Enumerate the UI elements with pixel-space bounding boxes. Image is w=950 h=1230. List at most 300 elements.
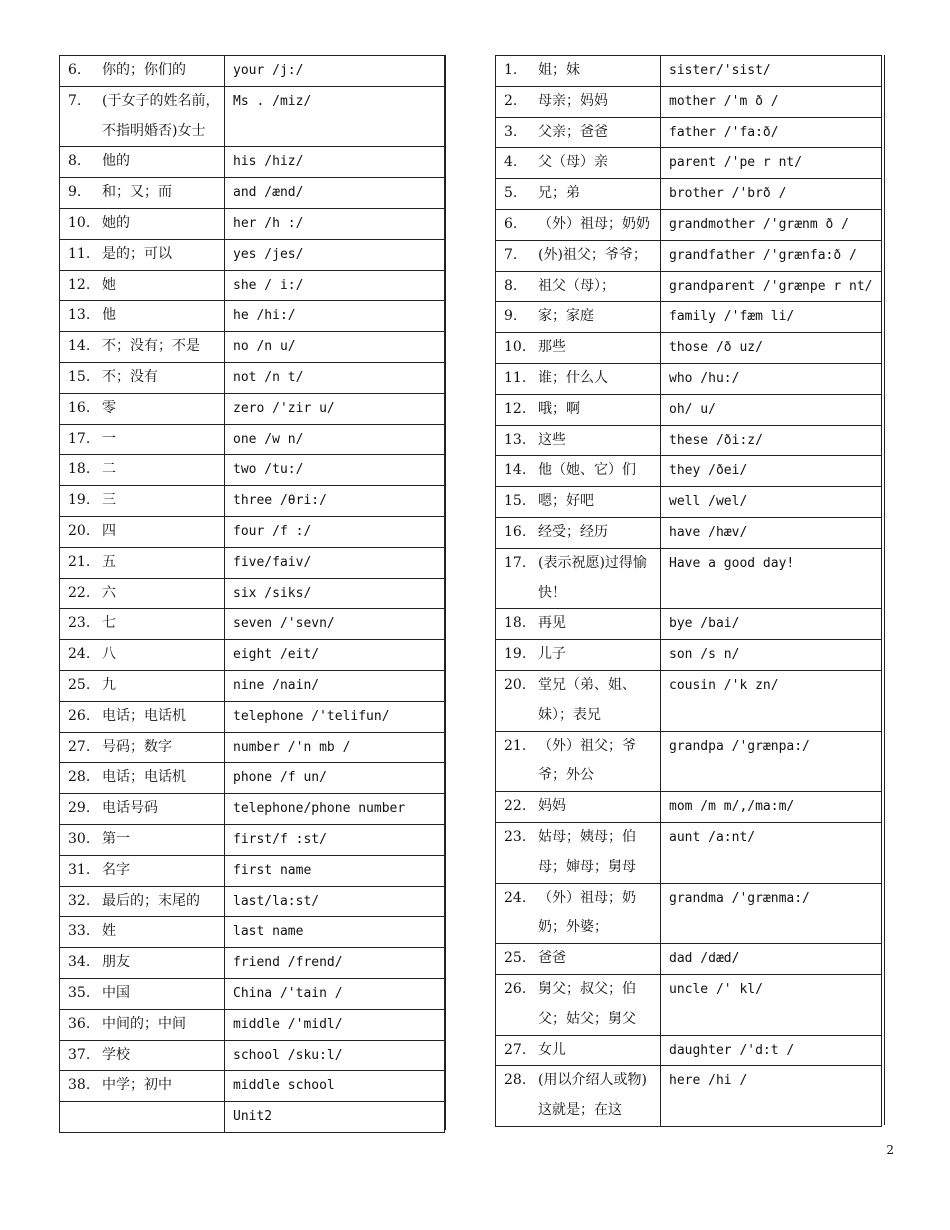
chinese-meaning: 女儿 [538, 1041, 566, 1058]
english-word-cell: son /s n/ [661, 640, 882, 671]
chinese-meaning: 兄；弟 [538, 185, 580, 202]
chinese-meaning-cell [496, 56, 661, 87]
chinese-meaning-cell [60, 516, 225, 547]
chinese-meaning: 三 [102, 492, 116, 509]
chinese-meaning: 中学；初中 [102, 1077, 172, 1094]
vocab-row [60, 178, 445, 209]
chinese-meaning-cell [60, 609, 225, 640]
chinese-meaning: 家；家庭 [538, 308, 594, 325]
english-word-cell: middle /'midl/ [225, 1009, 445, 1040]
english-word-cell: school /sku:l/ [225, 1040, 445, 1071]
english-word-cell: daughter /'d:t / [661, 1035, 882, 1066]
english-word-cell: here /hi / [661, 1066, 882, 1127]
vocab-table-right [495, 55, 882, 1127]
chinese-meaning-cell [60, 701, 225, 732]
chinese-meaning: 号码；数字 [102, 738, 172, 755]
chinese-meaning: 祖父（母）； [538, 277, 615, 294]
vocab-row [60, 701, 445, 732]
vocab-row [496, 240, 882, 271]
entry-number: 21. [68, 553, 91, 570]
entry-number: 1. [504, 62, 518, 78]
vocab-row [60, 455, 445, 486]
chinese-meaning-cell [496, 731, 661, 792]
vocab-row [60, 794, 445, 825]
entry-number: 7. [504, 246, 518, 263]
english-word-cell: six /siks/ [225, 578, 445, 609]
chinese-meaning: 朋友 [102, 954, 130, 971]
chinese-meaning-cell [496, 640, 661, 671]
entry-number: 36. [68, 1015, 91, 1032]
chinese-meaning: 她 [102, 276, 116, 293]
english-word-cell: his /hiz/ [225, 147, 445, 178]
chinese-meaning: 第一 [102, 830, 130, 847]
english-word-cell: oh/ u/ [661, 394, 882, 425]
entry-number: 25. [504, 950, 527, 967]
chinese-meaning-cell [496, 179, 661, 210]
entry-number: 12. [504, 400, 527, 417]
entry-number: 16. [68, 399, 91, 416]
chinese-meaning: 四 [102, 522, 116, 539]
vocab-row [60, 332, 445, 363]
vocab-row [60, 147, 445, 178]
english-word-cell: bye /bai/ [661, 609, 882, 640]
vocab-row [60, 208, 445, 239]
english-word-cell: grandfather /'grænfa:ð / [661, 240, 882, 271]
chinese-meaning-cell [496, 209, 661, 240]
entry-number: 37. [68, 1046, 91, 1063]
english-word-cell: mom /m m/,/ma:m/ [661, 792, 882, 823]
chinese-meaning-cell [496, 271, 661, 302]
vocab-row [60, 578, 445, 609]
vocab-row [60, 670, 445, 701]
chinese-meaning: 他（她、它）们 [538, 462, 636, 479]
english-word-cell: first/f :st/ [225, 824, 445, 855]
chinese-meaning: 八 [102, 646, 116, 663]
entry-number: 9. [504, 308, 518, 325]
vocab-row [496, 670, 882, 731]
english-word-cell: no /n u/ [225, 332, 445, 363]
english-word-cell: father /'fa:ð/ [661, 117, 882, 148]
vocab-row [496, 56, 882, 87]
english-word-cell: one /w n/ [225, 424, 445, 455]
chinese-meaning: 是的；可以 [102, 245, 172, 262]
english-word-cell: telephone /'telifun/ [225, 701, 445, 732]
entry-number: 15. [504, 493, 527, 510]
english-word-cell: last/la:st/ [225, 886, 445, 917]
chinese-meaning-cell [60, 917, 225, 948]
entry-number: 38. [68, 1077, 91, 1094]
entry-number: 18. [504, 615, 527, 632]
chinese-meaning-cell [60, 1071, 225, 1102]
vocab-row [496, 333, 882, 364]
chinese-meaning: 电话号码 [102, 800, 158, 817]
entry-number: 8. [68, 153, 82, 170]
vocab-row [60, 362, 445, 393]
chinese-meaning: 和；又；而 [102, 184, 172, 201]
chinese-meaning-cell [496, 363, 661, 394]
entry-number: 18. [68, 461, 91, 478]
vocab-row [60, 1071, 445, 1102]
chinese-meaning-cell [60, 855, 225, 886]
chinese-meaning: （外）祖父；爷爷；外公 [538, 737, 636, 784]
vocab-row [496, 394, 882, 425]
chinese-meaning-cell [496, 1066, 661, 1127]
vocab-row [496, 731, 882, 792]
chinese-meaning: 哦；啊 [538, 400, 580, 417]
vocab-row [60, 86, 445, 147]
chinese-meaning: 二 [102, 461, 116, 478]
chinese-meaning-cell [496, 333, 661, 364]
vocab-row [496, 1035, 882, 1066]
chinese-meaning-cell [496, 425, 661, 456]
chinese-meaning: 中间的；中间 [102, 1015, 186, 1032]
vocab-row [60, 393, 445, 424]
english-word-cell: Ms . /miz/ [225, 86, 445, 147]
chinese-meaning-cell [60, 455, 225, 486]
chinese-meaning-cell [60, 948, 225, 979]
chinese-meaning-cell [60, 147, 225, 178]
chinese-meaning: 电话；电话机 [102, 707, 186, 724]
chinese-meaning-cell [60, 208, 225, 239]
vocab-row [496, 148, 882, 179]
table-right-edge-line [445, 55, 446, 1130]
entry-number: 27. [68, 738, 91, 755]
english-word-cell: uncle /' kl/ [661, 974, 882, 1035]
chinese-meaning-cell [496, 670, 661, 731]
chinese-meaning-cell [496, 117, 661, 148]
chinese-meaning-cell [60, 362, 225, 393]
english-word-cell: nine /nain/ [225, 670, 445, 701]
entry-number: 13. [68, 307, 91, 324]
chinese-meaning: 一 [102, 430, 116, 447]
chinese-meaning-cell [60, 393, 225, 424]
chinese-meaning-cell [496, 302, 661, 333]
english-word-cell: sister/'sist/ [661, 56, 882, 87]
entry-number: 34. [68, 954, 91, 971]
vocab-row [60, 516, 445, 547]
chinese-meaning-cell [496, 792, 661, 823]
chinese-meaning: 儿子 [538, 646, 566, 663]
english-word-cell: brother /'brð / [661, 179, 882, 210]
entry-number: 9. [68, 184, 82, 201]
entry-number: 15. [68, 368, 91, 385]
chinese-meaning: 零 [102, 399, 116, 416]
chinese-meaning: 姑母；姨母；伯母；婶母；舅母 [538, 828, 636, 875]
chinese-meaning-cell [60, 270, 225, 301]
entry-number: 13. [504, 431, 527, 448]
chinese-meaning: 堂兄（弟、姐、妹）；表兄 [538, 676, 636, 723]
english-word-cell: telephone/phone number [225, 794, 445, 825]
vocab-row [60, 56, 445, 87]
vocab-row [496, 487, 882, 518]
entry-number: 20. [68, 522, 91, 539]
entry-number: 20. [504, 676, 527, 693]
chinese-meaning-cell [60, 332, 225, 363]
english-word-cell: zero /'zir u/ [225, 393, 445, 424]
english-word-cell: friend /frend/ [225, 948, 445, 979]
entry-number: 26. [68, 707, 91, 724]
vocab-row [496, 456, 882, 487]
chinese-meaning: 不；没有；不是 [102, 338, 200, 355]
chinese-meaning-cell [496, 456, 661, 487]
chinese-meaning-cell [60, 886, 225, 917]
english-word-cell: they /ðei/ [661, 456, 882, 487]
chinese-meaning: 姓 [102, 923, 116, 940]
page-number: 2 [886, 1143, 894, 1157]
vocab-row [496, 209, 882, 240]
chinese-meaning-cell [60, 424, 225, 455]
english-word-cell: last name [225, 917, 445, 948]
english-word-cell: family /'fæm li/ [661, 302, 882, 333]
chinese-meaning-cell [496, 822, 661, 883]
entry-number: 22. [504, 798, 527, 815]
chinese-meaning: 谁；什么人 [538, 369, 608, 386]
english-word-cell: China /'tain / [225, 978, 445, 1009]
english-word-cell: and /ænd/ [225, 178, 445, 209]
chinese-meaning: 你的；你们的 [102, 62, 186, 78]
chinese-meaning-cell [496, 883, 661, 944]
entry-number: 26. [504, 980, 527, 997]
english-word-cell: dad /dæd/ [661, 944, 882, 975]
vocab-row [496, 363, 882, 394]
vocab-row [60, 948, 445, 979]
chinese-meaning-cell [496, 974, 661, 1035]
chinese-meaning: 学校 [102, 1046, 130, 1063]
chinese-meaning: (于女子的姓名前，不指明婚否)女士 [102, 92, 220, 139]
entry-number: 2. [504, 92, 518, 109]
entry-number: 28. [68, 769, 91, 786]
chinese-meaning-cell [496, 548, 661, 609]
chinese-meaning-cell [60, 732, 225, 763]
chinese-meaning-cell [60, 794, 225, 825]
chinese-meaning: 姐；妹 [538, 62, 580, 78]
entry-number: 32. [68, 892, 91, 909]
chinese-meaning: 父（母）亲 [538, 154, 608, 171]
vocab-row [496, 640, 882, 671]
vocab-row [60, 270, 445, 301]
vocab-row [496, 1066, 882, 1127]
chinese-meaning-cell [60, 1009, 225, 1040]
entry-number: 5. [504, 185, 518, 202]
entry-number: 12. [68, 276, 91, 293]
chinese-meaning-cell [60, 978, 225, 1009]
vocab-row [496, 609, 882, 640]
english-word-cell: she / i:/ [225, 270, 445, 301]
vocab-row [60, 855, 445, 886]
vocab-row [60, 763, 445, 794]
chinese-meaning-cell [496, 609, 661, 640]
chinese-meaning-cell [60, 301, 225, 332]
chinese-meaning: 六 [102, 584, 116, 601]
chinese-meaning-cell [496, 487, 661, 518]
chinese-meaning: 不；没有 [102, 368, 158, 385]
chinese-meaning: 九 [102, 676, 116, 693]
chinese-meaning: 他 [102, 307, 116, 324]
english-word-cell: who /hu:/ [661, 363, 882, 394]
vocab-row [496, 792, 882, 823]
vocab-row [60, 1040, 445, 1071]
entry-number: 8. [504, 277, 518, 294]
chinese-meaning: 他的 [102, 153, 130, 170]
chinese-meaning: 嗯；好吧 [538, 493, 594, 510]
vocab-row [60, 1009, 445, 1040]
english-word-cell: her /h :/ [225, 208, 445, 239]
vocab-row [60, 301, 445, 332]
chinese-meaning: 那些 [538, 339, 566, 356]
english-word-cell: Unit2 [225, 1102, 445, 1133]
vocab-row [60, 486, 445, 517]
chinese-meaning-cell [496, 148, 661, 179]
chinese-meaning: 电话；电话机 [102, 769, 186, 786]
vocab-row [60, 547, 445, 578]
chinese-meaning: 五 [102, 553, 116, 570]
english-word-cell: yes /jes/ [225, 239, 445, 270]
english-word-cell: have /hæv/ [661, 517, 882, 548]
vocab-row [496, 302, 882, 333]
chinese-meaning: 爸爸 [538, 950, 566, 967]
english-word-cell: your /j:/ [225, 56, 445, 87]
chinese-meaning-cell [496, 517, 661, 548]
english-word-cell: parent /'pe r nt/ [661, 148, 882, 179]
entry-number: 24. [504, 889, 527, 906]
chinese-meaning: 名字 [102, 861, 130, 878]
entry-number: 3. [504, 123, 518, 140]
chinese-meaning-cell [60, 86, 225, 147]
english-word-cell: seven /'sevn/ [225, 609, 445, 640]
english-word-cell: cousin /'k zn/ [661, 670, 882, 731]
chinese-meaning: 经受；经历 [538, 523, 608, 540]
chinese-meaning-cell [496, 944, 661, 975]
entry-number: 7. [68, 92, 82, 109]
english-word-cell: middle school [225, 1071, 445, 1102]
chinese-meaning: 舅父；叔父；伯父；姑父；舅父 [538, 980, 636, 1027]
chinese-meaning: 这些 [538, 431, 566, 448]
chinese-meaning-cell [496, 1035, 661, 1066]
english-word-cell: he /hi:/ [225, 301, 445, 332]
entry-number: 16. [504, 523, 527, 540]
chinese-meaning: 最后的；末尾的 [102, 892, 200, 909]
vocab-row [496, 974, 882, 1035]
english-word-cell: grandma /'grænma:/ [661, 883, 882, 944]
english-word-cell: those /ð uz/ [661, 333, 882, 364]
chinese-meaning-cell [60, 56, 225, 87]
vocab-table-left [59, 55, 445, 1133]
entry-number: 23. [68, 615, 91, 632]
chinese-meaning: 她的 [102, 214, 130, 231]
entry-number: 22. [68, 584, 91, 601]
entry-number: 31. [68, 861, 91, 878]
vocab-row [60, 917, 445, 948]
entry-number: 30. [68, 830, 91, 847]
chinese-meaning-cell [60, 670, 225, 701]
chinese-meaning-cell [60, 486, 225, 517]
entry-number: 19. [504, 646, 527, 663]
vocab-row [60, 424, 445, 455]
chinese-meaning: 中国 [102, 984, 130, 1001]
vocab-row [60, 732, 445, 763]
vocab-row [60, 239, 445, 270]
chinese-meaning: 再见 [538, 615, 566, 632]
entry-number: 21. [504, 737, 527, 754]
chinese-meaning-cell [496, 86, 661, 117]
entry-number: 11. [504, 369, 527, 386]
entry-number: 6. [504, 215, 518, 232]
entry-number: 19. [68, 492, 91, 509]
english-word-cell: mother /'m ð / [661, 86, 882, 117]
entry-number: 17. [68, 430, 91, 447]
entry-number: 35. [68, 984, 91, 1001]
vocab-row [60, 609, 445, 640]
entry-number: 4. [504, 154, 518, 171]
chinese-meaning-cell [60, 763, 225, 794]
vocab-row [60, 824, 445, 855]
chinese-meaning: 母亲；妈妈 [538, 92, 608, 109]
entry-number: 11. [68, 245, 91, 262]
entry-number: 27. [504, 1041, 527, 1058]
entry-number: 6. [68, 62, 82, 78]
vocab-row [496, 271, 882, 302]
vocab-row [496, 86, 882, 117]
vocab-row [496, 548, 882, 609]
chinese-meaning-cell [60, 547, 225, 578]
entry-number: 29. [68, 800, 91, 817]
english-word-cell: grandparent /'grænpe r nt/ [661, 271, 882, 302]
vocab-row [60, 978, 445, 1009]
table-right-edge-line [884, 55, 885, 1125]
english-word-cell: five/faiv/ [225, 547, 445, 578]
entry-number: 10. [504, 339, 527, 356]
english-word-cell: Have a good day! [661, 548, 882, 609]
english-word-cell: four /f :/ [225, 516, 445, 547]
english-word-cell: grandmother /'grænm ð / [661, 209, 882, 240]
entry-number: 24. [68, 646, 91, 663]
entry-number: 25. [68, 676, 91, 693]
english-word-cell: grandpa /'grænpa:/ [661, 731, 882, 792]
chinese-meaning: 妈妈 [538, 798, 566, 815]
chinese-meaning-cell [60, 239, 225, 270]
english-word-cell: number /'n mb / [225, 732, 445, 763]
vocab-row [496, 883, 882, 944]
vocab-row [496, 425, 882, 456]
entry-number: 28. [504, 1072, 527, 1089]
chinese-meaning: (表示祝愿)过得愉快！ [538, 554, 647, 601]
chinese-meaning-cell [60, 824, 225, 855]
vocab-row [496, 117, 882, 148]
chinese-meaning: (外)祖父；爷爷； [538, 246, 647, 263]
chinese-meaning-cell [60, 1040, 225, 1071]
entry-number: 14. [504, 462, 527, 479]
vocab-row [60, 1102, 445, 1133]
entry-number: 33. [68, 923, 91, 940]
english-word-cell: phone /f un/ [225, 763, 445, 794]
english-word-cell: three /θri:/ [225, 486, 445, 517]
chinese-meaning-cell [496, 394, 661, 425]
english-word-cell: well /wel/ [661, 487, 882, 518]
entry-number: 17. [504, 554, 527, 571]
english-word-cell: first name [225, 855, 445, 886]
entry-number: 14. [68, 338, 91, 355]
chinese-meaning-cell [496, 240, 661, 271]
chinese-meaning-cell [60, 578, 225, 609]
vocab-row [496, 179, 882, 210]
chinese-meaning-cell [60, 1102, 225, 1133]
vocab-row [60, 640, 445, 671]
entry-number: 23. [504, 828, 527, 845]
chinese-meaning-cell [60, 640, 225, 671]
chinese-meaning: (用以介绍人或物)这就是；在这 [538, 1072, 647, 1119]
vocab-row [496, 517, 882, 548]
entry-number: 10. [68, 214, 91, 231]
